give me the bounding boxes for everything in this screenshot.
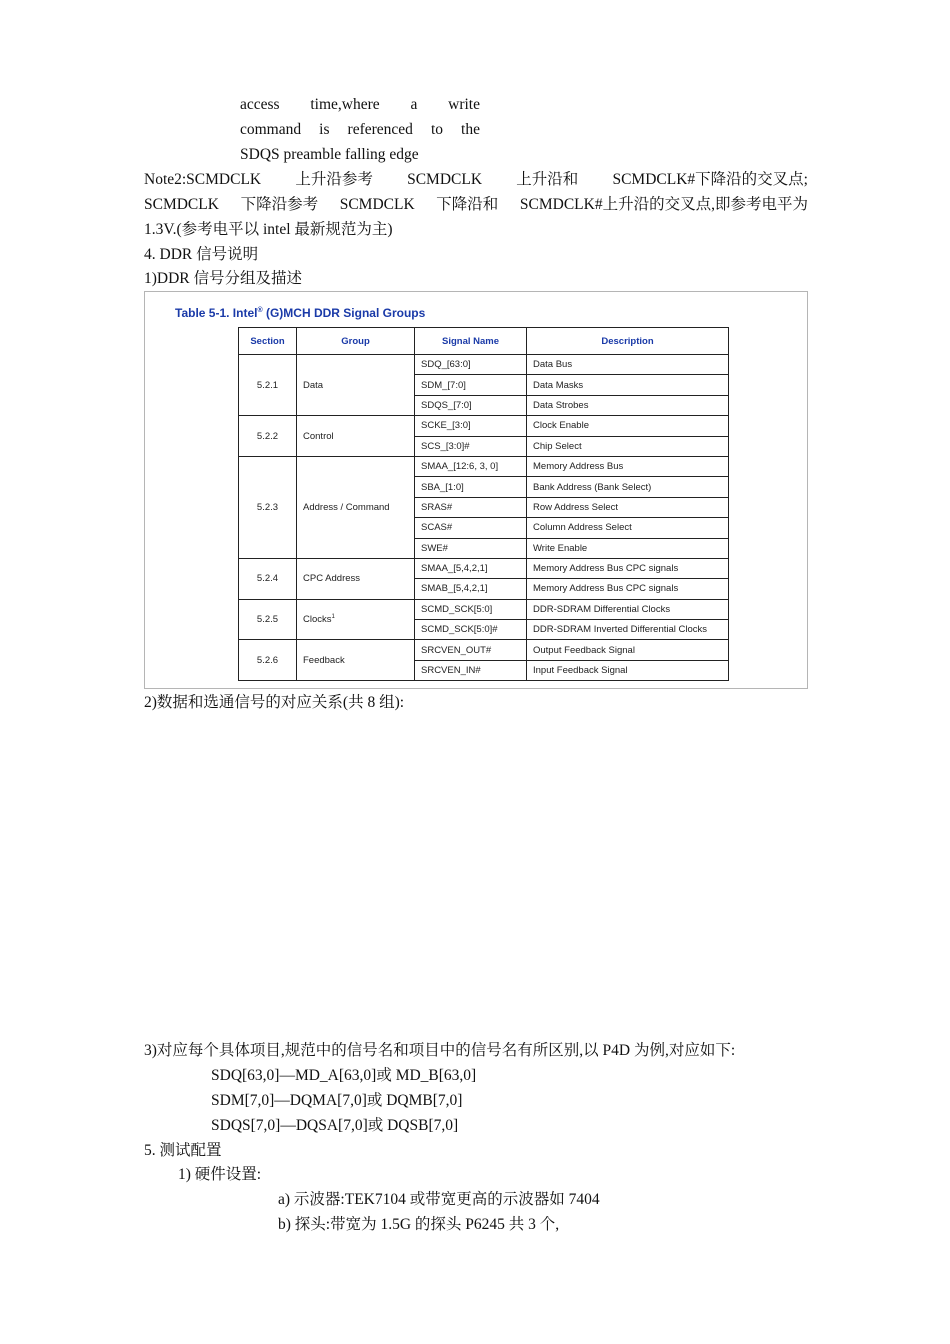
section-4-sub1: 1)DDR 信号分组及描述	[144, 270, 303, 287]
group-cell	[297, 456, 415, 558]
signal-name-cell: SDM_[7:0]	[415, 375, 527, 395]
description-cell: Column Address Select	[527, 518, 729, 538]
signal-name-cell: SCMD_SCK[5:0]#	[415, 620, 527, 640]
note2-line-2	[144, 194, 808, 216]
word: Note2:SCMDCLK	[144, 171, 262, 188]
table-row	[239, 599, 729, 619]
word: SCMDCLK#上升沿的交叉点,即参考电平为	[519, 196, 808, 213]
section-cell: 5.2.6	[239, 640, 297, 681]
word: command	[240, 121, 302, 138]
signal-name-cell: SRCVEN_OUT#	[415, 640, 527, 660]
note2-line-3: 1.3V.(参考电平以 intel 最新规范为主)	[144, 221, 393, 238]
description-cell: Write Enable	[527, 538, 729, 558]
group-label: Control	[303, 430, 334, 442]
header-section: Section	[239, 328, 297, 355]
section-cell: 5.2.2	[239, 416, 297, 457]
mapping-sdq: SDQ[63,0]—MD_A[63,0]或 MD_B[63,0]	[211, 1067, 477, 1084]
word: a	[410, 96, 418, 113]
section-cell: 5.2.3	[239, 456, 297, 558]
table-row	[239, 558, 729, 578]
section-4-sub2: 2)数据和选通信号的对应关系(共 8 组):	[144, 694, 405, 711]
group-cell	[297, 599, 415, 640]
word: SCMDCLK	[407, 171, 483, 188]
signal-name-cell: SCKE_[3:0]	[415, 416, 527, 436]
table-row	[239, 456, 729, 476]
signal-name-cell: SBA_[1:0]	[415, 477, 527, 497]
signal-name-cell: SWE#	[415, 538, 527, 558]
word: referenced	[347, 121, 413, 138]
group-label: Feedback	[303, 654, 345, 666]
group-cell	[297, 640, 415, 681]
signal-name-cell: SCS_[3:0]#	[415, 436, 527, 456]
section-cell: 5.2.1	[239, 355, 297, 416]
intro-line-1	[240, 94, 480, 116]
word: the	[461, 121, 480, 138]
note2-line-1	[144, 169, 808, 191]
word: 下降沿和	[436, 196, 499, 213]
section-5-sub1: 1) 硬件设置:	[178, 1166, 262, 1183]
group-label: Address / Command	[303, 501, 390, 513]
section-cell: 5.2.4	[239, 558, 297, 599]
table-row	[239, 416, 729, 436]
header-description: Description	[527, 328, 729, 355]
section-cell: 5.2.5	[239, 599, 297, 640]
word: 上升沿和	[516, 171, 579, 188]
description-cell: Memory Address Bus CPC signals	[527, 579, 729, 599]
header-group: Group	[297, 328, 415, 355]
intro-line-2	[240, 119, 480, 141]
description-cell: Memory Address Bus	[527, 456, 729, 476]
signal-name-cell: SRAS#	[415, 497, 527, 517]
section-5-item-a: a) 示波器:TEK7104 或带宽更高的示波器如 7404	[278, 1191, 600, 1208]
word: to	[430, 121, 444, 138]
intro-line-3: SDQS preamble falling edge	[240, 146, 419, 163]
word: is	[319, 121, 330, 138]
word: write	[448, 96, 480, 113]
section-5-item-b: b) 探头:带宽为 1.5G 的探头 P6245 共 3 个,	[278, 1216, 560, 1233]
description-cell: Row Address Select	[527, 497, 729, 517]
word: access	[240, 96, 280, 113]
word: SCMDCLK	[339, 196, 415, 213]
group-label: Clocks	[303, 614, 332, 626]
signal-name-cell: SMAB_[5,4,2,1]	[415, 579, 527, 599]
description-cell: Data Masks	[527, 375, 729, 395]
description-cell: Chip Select	[527, 436, 729, 456]
signal-groups-table	[238, 327, 729, 681]
group-cell	[297, 355, 415, 416]
signal-name-cell: SCAS#	[415, 518, 527, 538]
table-row	[239, 640, 729, 660]
header-signal-name: Signal Name	[415, 328, 527, 355]
description-cell: Bank Address (Bank Select)	[527, 477, 729, 497]
word: SCMDCLK#下降沿的交叉点;	[612, 171, 808, 188]
mapping-sdm: SDM[7,0]—DQMA[7,0]或 DQMB[7,0]	[211, 1092, 463, 1109]
section-4-heading: 4. DDR 信号说明	[144, 246, 259, 263]
group-cell	[297, 416, 415, 457]
description-cell: Data Strobes	[527, 395, 729, 415]
description-cell: DDR-SDRAM Inverted Differential Clocks	[527, 620, 729, 640]
description-cell: Data Bus	[527, 355, 729, 375]
group-label: Data	[303, 379, 324, 391]
description-cell: Input Feedback Signal	[527, 660, 729, 680]
description-cell: Memory Address Bus CPC signals	[527, 558, 729, 578]
signal-name-cell: SMAA_[5,4,2,1]	[415, 558, 527, 578]
signal-name-cell: SRCVEN_IN#	[415, 660, 527, 680]
signal-name-cell: SDQ_[63:0]	[415, 355, 527, 375]
signal-groups-figure	[144, 291, 808, 689]
signal-name-cell: SDQS_[7:0]	[415, 395, 527, 415]
group-cell	[297, 558, 415, 599]
signal-name-cell: SMAA_[12:6, 3, 0]	[415, 456, 527, 476]
mapping-sdqs: SDQS[7,0]—DQSA[7,0]或 DQSB[7,0]	[211, 1117, 459, 1134]
table-row	[239, 355, 729, 375]
section-5-heading: 5. 测试配置	[144, 1142, 222, 1159]
description-cell: Clock Enable	[527, 416, 729, 436]
description-cell: DDR-SDRAM Differential Clocks	[527, 599, 729, 619]
word: 上升沿参考	[295, 171, 373, 188]
group-label: CPC Address	[303, 573, 361, 585]
table-header-row	[239, 328, 729, 355]
word: 下降沿参考	[240, 196, 319, 213]
table-title: Table 5-1. Intel® (G)MCH DDR Signal Groups	[175, 306, 426, 320]
footnote-marker: 1	[331, 614, 335, 620]
section-4-sub3: 3)对应每个具体项目,规范中的信号名和项目中的信号名有所区别,以 P4D 为例,对应如下:	[144, 1042, 736, 1059]
word: time,where	[310, 96, 380, 113]
word: SCMDCLK	[144, 196, 219, 213]
signal-name-cell: SCMD_SCK[5:0]	[415, 599, 527, 619]
description-cell: Output Feedback Signal	[527, 640, 729, 660]
